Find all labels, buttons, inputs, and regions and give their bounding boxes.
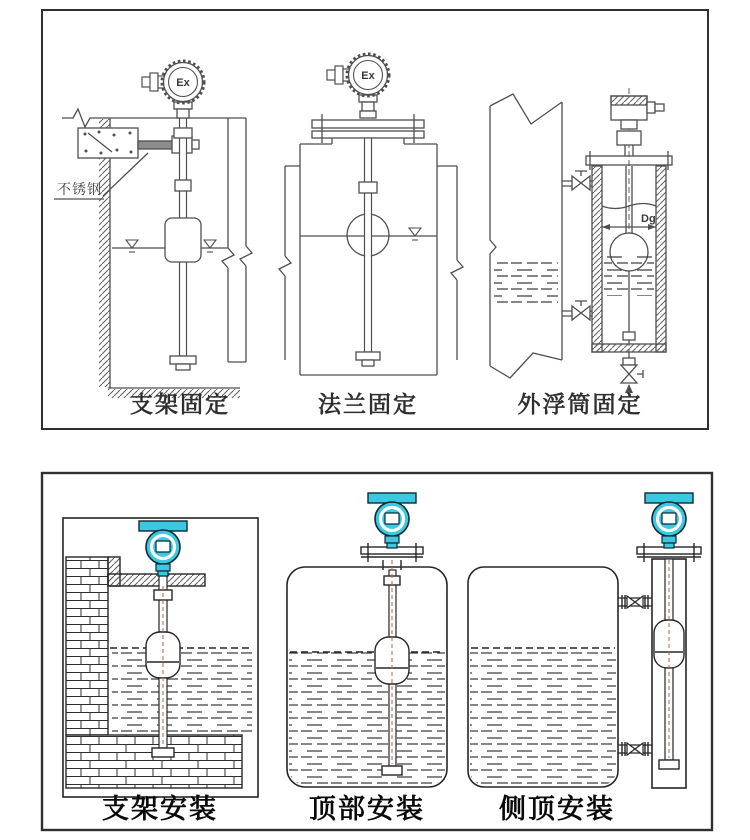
stem-end-weight xyxy=(356,352,380,360)
stem-coupler xyxy=(174,128,192,138)
stainless-steel-label: 不锈钢 xyxy=(57,181,102,197)
chamber-wall xyxy=(656,166,666,352)
bracket-arm xyxy=(138,141,174,149)
stem-end-weight xyxy=(152,748,174,757)
top-panel xyxy=(42,10,708,429)
support-shelf xyxy=(108,574,205,586)
caption-bracket-installation: 支架安装 xyxy=(102,794,218,824)
chamber-wall xyxy=(592,166,602,352)
stem-coupler xyxy=(623,332,635,340)
wall-hatch xyxy=(99,119,110,387)
liquid xyxy=(112,652,252,734)
stem-end-weight xyxy=(382,766,402,775)
brick-wall xyxy=(66,557,108,735)
float xyxy=(165,218,201,262)
brick-floor xyxy=(66,735,242,788)
sensor-stem xyxy=(365,138,372,352)
mounting-flange xyxy=(312,120,424,128)
vessel-liquid xyxy=(494,258,558,306)
bottom-panel xyxy=(42,473,712,830)
caption-side-top-installation: 侧顶安装 xyxy=(499,794,615,824)
caption-flange-fixing: 法兰固定 xyxy=(318,391,418,417)
stem-coupler xyxy=(359,182,377,193)
caption-external-chamber-fixing: 外浮筒固定 xyxy=(517,391,643,417)
stem-end-weight xyxy=(659,760,679,769)
stem-end-weight xyxy=(170,356,196,364)
ex-label: Ex xyxy=(361,70,375,82)
liquid xyxy=(289,652,445,785)
ex-label: Ex xyxy=(176,77,190,89)
dg-dimension-label: Dg xyxy=(641,213,656,225)
caption-bracket-fixing: 支架固定 xyxy=(130,391,230,417)
caption-top-installation: 顶部安装 xyxy=(309,794,425,824)
liquid xyxy=(470,648,616,785)
stem-coupler xyxy=(175,180,191,191)
